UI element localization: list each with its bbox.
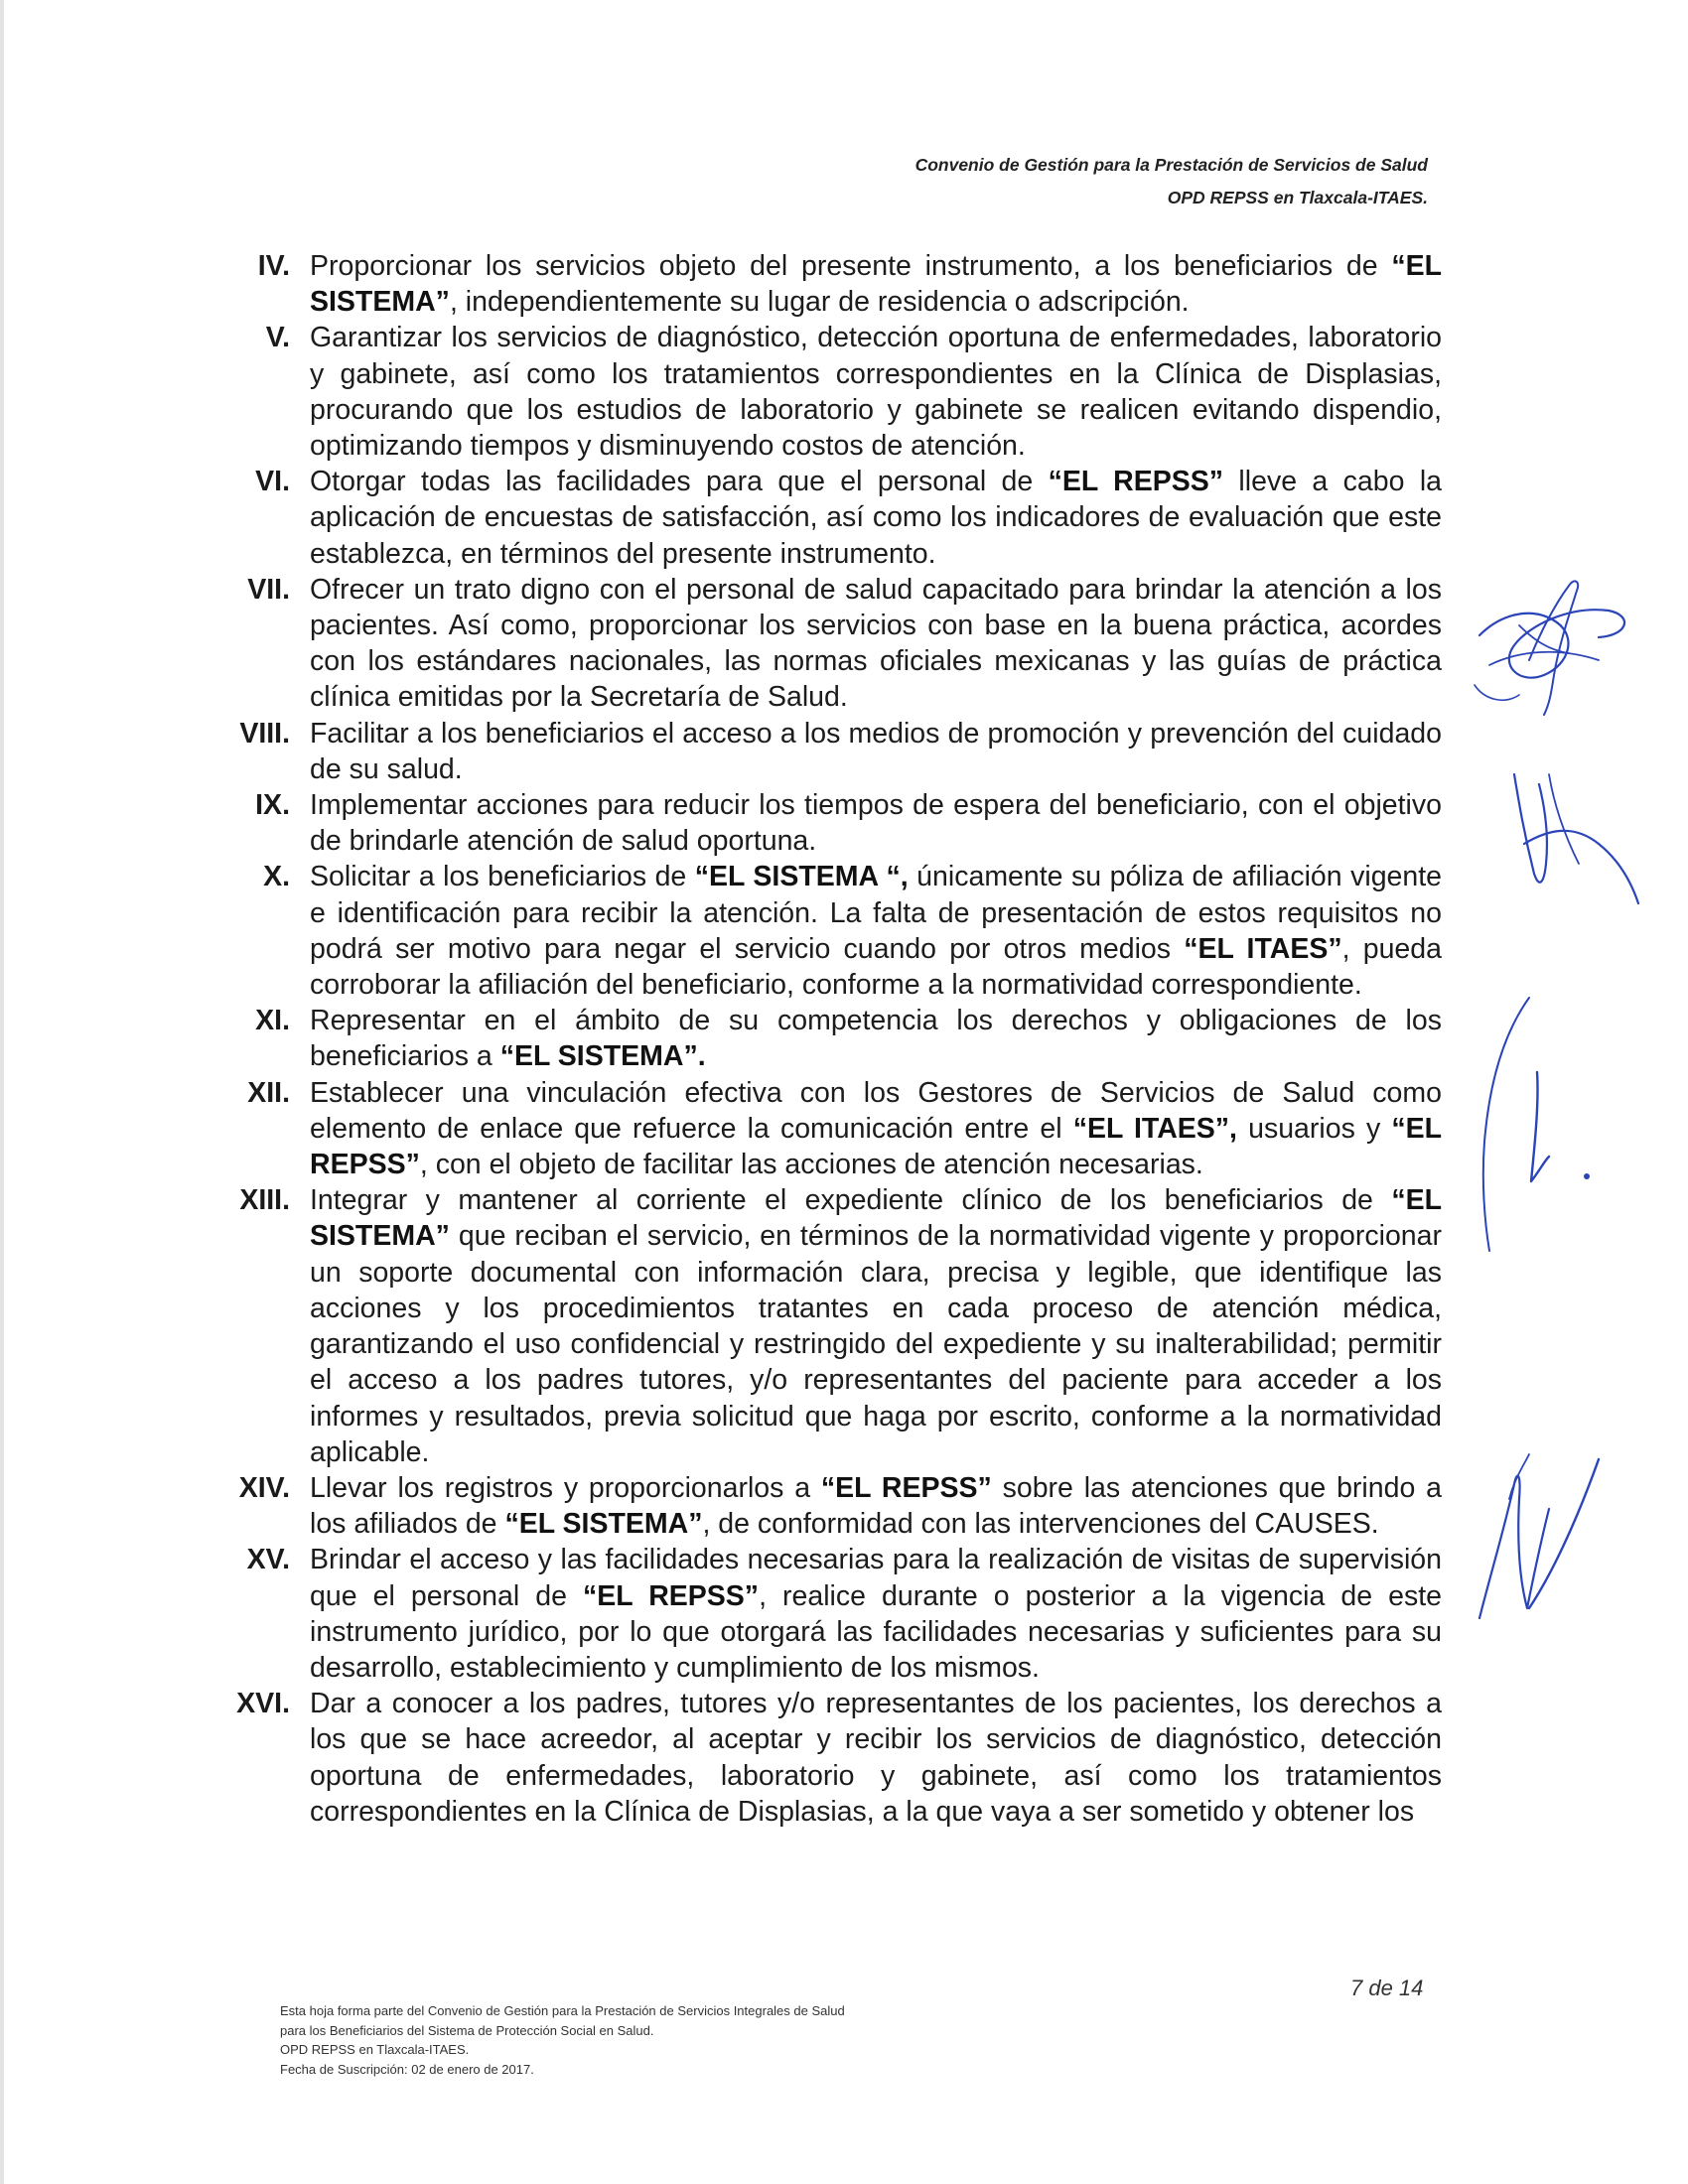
item-text [310, 716, 1442, 787]
list-item [199, 859, 1442, 1003]
text-run: Solicitar a los beneficiarios de [310, 861, 695, 893]
footer-line: Esta hoja forma parte del Convenio de Gestión para la Prestación de Servicios Integrales de Salud [280, 2003, 845, 2018]
item-text [310, 1182, 1442, 1470]
bold-term: “EL ITAES”, [1072, 1112, 1237, 1145]
text-run: lleve a cabo la aplicación de encuestas de satisfacción, así como los indicadores de evaluación que este establezca, en términos del presente instrumento. [310, 466, 1443, 570]
bold-term: “EL REPSS” [820, 1471, 992, 1504]
text-run: , independientemente su lugar de residencia o adscripción. [449, 286, 1190, 319]
list-item [199, 1075, 1442, 1183]
signature-initials-3 [1470, 993, 1599, 1261]
header-subtitle: OPD REPSS en Tlaxcala-ITAES. [1167, 188, 1428, 207]
item-number: X. [263, 861, 290, 893]
list-item [199, 787, 1442, 859]
obligations-list [199, 248, 1442, 1830]
text-run: Llevar los registros y proporcionarlos a [310, 1471, 821, 1504]
item-text [310, 1470, 1442, 1542]
list-item [199, 1182, 1442, 1470]
bold-term: “EL SISTEMA”. [499, 1040, 706, 1073]
footer-line: OPD REPSS en Tlaxcala-ITAES. [280, 2042, 470, 2057]
item-number: VI. [255, 466, 290, 498]
scan-edge [0, 0, 4, 2184]
item-number: XV. [246, 1544, 290, 1576]
text-run: , de conformidad con las intervenciones del CAUSES. [702, 1508, 1379, 1541]
text-run: sobre las atenciones que brindo a los afiliados de [310, 1471, 1442, 1541]
footer-line: para los Beneficiarios del Sistema de Protección Social en Salud. [280, 2022, 654, 2038]
bold-term: “EL ITAES” [1184, 932, 1342, 965]
list-item [199, 572, 1442, 716]
text-run: Garantizar los servicios de diagnóstico, detección oportuna de enfermedades, laboratorio y gabinete, así como los tratamientos correspondientes en la Clínica de Displasias, procurando que los estudios de laboratorio y gabinete se realicen evitando dispendio, optimizando tiempos y disminuyendo costos de atención. [310, 322, 1442, 463]
item-text [310, 572, 1442, 716]
text-run: Ofrecer un trato digno con el personal de salud capacitado para brindar la atención a los pacientes. Así como, proporcionar los servicios con base en la buena práctica, acordes con los estándares nacionales, las normas oficiales mexicanas y las guías de práctica clínica emitidas por la Secretaría de Salud. [310, 573, 1442, 714]
text-run: Establecer una vinculación efectiva con los Gestores de Servicios de Salud como elemento de enlace que refuerce la comunicación entre el [310, 1076, 1442, 1145]
item-number: V. [265, 322, 290, 354]
bold-term: “EL SISTEMA” [504, 1508, 703, 1541]
text-run: usuarios y [1236, 1112, 1392, 1145]
list-item [199, 464, 1442, 572]
item-number: XVI. [236, 1688, 290, 1720]
footer-line: Fecha de Suscripción: 02 de enero de 2017. [280, 2061, 534, 2077]
list-item [199, 1470, 1442, 1542]
page-number: 7 de 14 [1350, 1976, 1424, 2000]
text-run: Otorgar todas las facilidades para que el personal de [310, 466, 1049, 498]
item-number: VII. [247, 573, 290, 606]
text-run: únicamente su póliza de afiliación vigente e identificación para recibir la atención. La falta de presentación de estos requisitos no podrá ser motivo para negar el servicio cuando por otros medios [310, 861, 1443, 965]
bold-term: “EL SISTEMA” [310, 250, 1442, 319]
item-number: XI. [255, 1005, 290, 1037]
list-item [199, 1542, 1442, 1686]
list-item [199, 248, 1442, 320]
item-text [310, 1003, 1442, 1074]
text-run: Proporcionar los servicios objeto del presente instrumento, a los beneficiarios de [310, 250, 1392, 282]
header-title: Convenio de Gestión para la Prestación de Servicios de Salud [914, 155, 1428, 175]
item-text [310, 1075, 1442, 1183]
item-number: IX. [255, 789, 290, 822]
text-run: que reciban el servicio, en términos de la normatividad vigente y proporcionar un soporte documental con información clara, precisa y legible, que identifique las acciones y los procedimientos tratantes en cada proceso de atención médica, garantizando el uso confidencial y restringido del expediente y su inalterabilidad; permitir el acceso a los padres tutores, y/o representantes del paciente para acceder a los informes y resultados, previa solicitud que haga por escrito, conforme a la normatividad aplicable. [310, 1220, 1442, 1468]
bold-term: “EL SISTEMA “, [694, 861, 909, 893]
text-run: Dar a conocer a los padres, tutores y/o representantes de los pacientes, los derechos a los que se hace acreedor, al aceptar y recibir los servicios de diagnóstico, detección oportuna de enfermedades, laboratorio y gabinete, así como los tratamientos correspondientes en la Clínica de Displasias, a la que vaya a ser sometido y obtener los [310, 1688, 1442, 1828]
item-text [310, 464, 1442, 572]
list-item [199, 320, 1442, 464]
item-text [310, 859, 1442, 1003]
item-text [310, 787, 1442, 859]
bold-term: “EL REPSS” [310, 1112, 1442, 1181]
item-text [310, 248, 1442, 320]
text-run: , con el objeto de facilitar las acciones de atención necesarias. [419, 1149, 1203, 1181]
footer-note [280, 2001, 845, 2079]
text-run: Representar en el ámbito de su competencia los derechos y obligaciones de los beneficiarios a [310, 1005, 1442, 1073]
list-item [199, 716, 1442, 787]
list-item [199, 1686, 1442, 1830]
item-number: XII. [247, 1076, 290, 1109]
item-number: XIII. [239, 1184, 290, 1217]
bold-term: “EL REPSS” [582, 1579, 760, 1612]
text-run: Implementar acciones para reducir los tiempos de espera del beneficiario, con el objetivo de brindarle atención de salud oportuna. [310, 789, 1442, 858]
text-run: , pueda corroborar la afiliación del beneficiario, conforme a la normatividad correspondiente. [310, 932, 1442, 1002]
signature-initials-2 [1494, 754, 1643, 913]
item-text [310, 1686, 1442, 1830]
item-number: IV. [257, 250, 290, 282]
item-number: VIII. [239, 717, 290, 750]
item-text [310, 1542, 1442, 1686]
item-number: XIV. [238, 1471, 290, 1504]
text-run: Facilitar a los beneficiarios el acceso a los medios de promoción y prevención del cuidado de su salud. [310, 717, 1442, 785]
signature-initials-1 [1460, 566, 1648, 725]
text-run: Integrar y mantener al corriente el expediente clínico de los beneficiarios de [310, 1184, 1392, 1217]
text-run: Brindar el acceso y las facilidades necesarias para la realización de visitas de supervisión que el personal de [310, 1544, 1442, 1612]
document-header [915, 149, 1428, 214]
list-item [199, 1003, 1442, 1074]
bold-term: “EL SISTEMA” [310, 1184, 1442, 1253]
bold-term: “EL REPSS” [1048, 466, 1224, 498]
signature-initials-4 [1470, 1439, 1618, 1638]
text-run: , realice durante o posterior a la vigencia de este instrumento jurídico, por lo que otorgará las facilidades necesarias y suficientes para su desarrollo, establecimiento y cumplimiento de los mismos. [310, 1579, 1442, 1684]
item-text [310, 320, 1442, 464]
